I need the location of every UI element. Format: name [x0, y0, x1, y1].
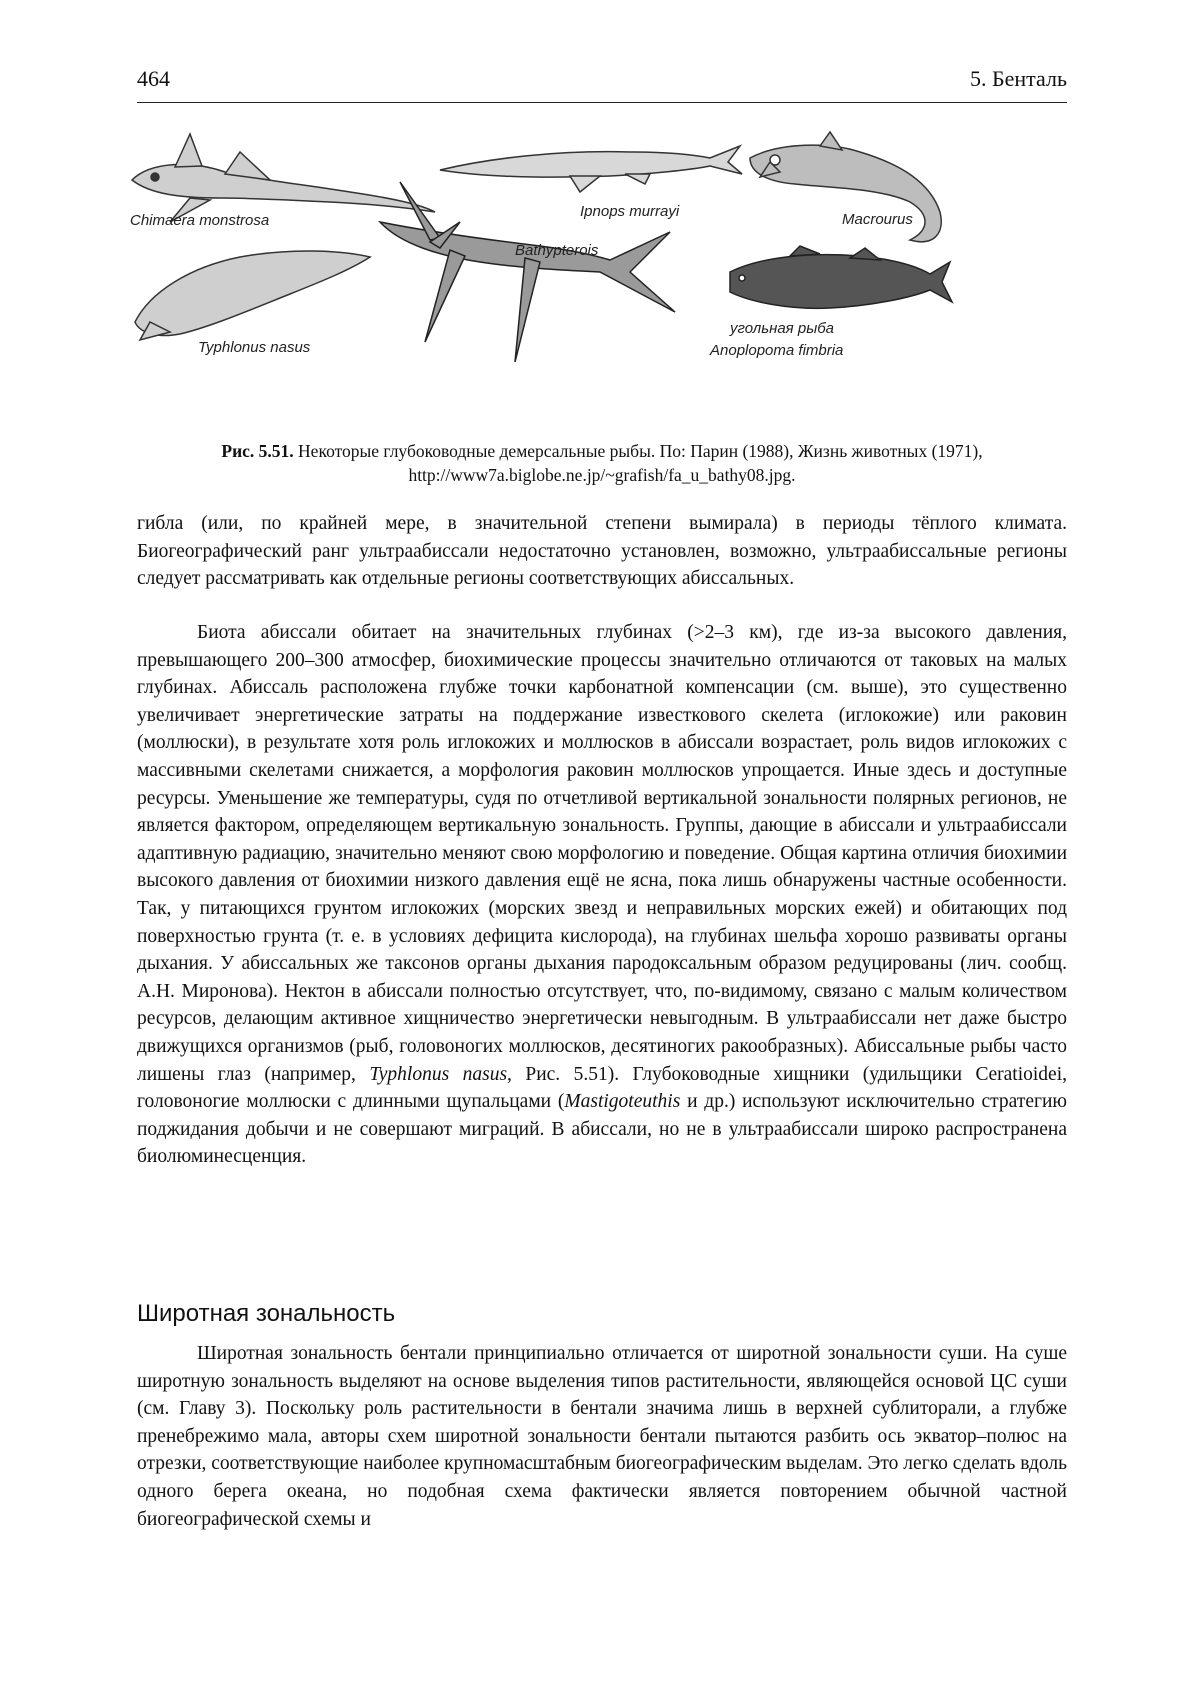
- paragraph-1: [137, 510, 1067, 593]
- paragraph-3: [137, 1340, 1067, 1533]
- section-heading: Широтная зональность: [137, 1300, 396, 1327]
- running-head: 5. Бенталь: [969, 66, 1067, 91]
- species-typhlonus: Typhlonus nasus: [369, 1063, 508, 1085]
- label-coalfish-ru: угольная рыба: [730, 320, 835, 337]
- ipnops-illustration: [440, 146, 742, 192]
- label-typhlonus: Typhlonus nasus: [198, 339, 311, 356]
- figure-deep-sea-fishes: [130, 122, 1075, 432]
- label-ipnops: Ipnops murrayi: [580, 203, 680, 220]
- label-macrourus: Macrourus: [842, 211, 913, 228]
- paragraph-2-part-b: , Рис. 5.51). Глубоководные хищники (удильщики Ceratioidei, головоногие моллюски с длинными щупальцами (: [137, 1063, 1068, 1113]
- paragraph-1-text: гибла (или, по крайней мере, в значительной степени вымирала) в периоды тёплого климата. Биогеографический ранг ультраабиссали недостаточно установлен, возможно, ультраабиссальные регионы следует рассматривать как отдельные регионы соответствующих абиссальных.: [137, 513, 1067, 590]
- figure-number: Рис. 5.51.: [221, 441, 294, 461]
- paragraph-2: [137, 619, 1067, 1171]
- typhlonus-illustration: [135, 251, 370, 340]
- label-bathypterois: Bathypterois: [515, 242, 599, 259]
- label-chimaera: Chimaera monstrosa: [130, 212, 270, 229]
- chimaera-illustration: [132, 134, 435, 222]
- paragraph-2-part-c: и др.) используют исключительно стратегию поджидания добычи и не совершают миграций. В абиссали, но не в ультраабиссали широко распространена биолюминесценция.: [137, 1091, 1067, 1168]
- label-anoplopoma: Anoplopoma fimbria: [710, 342, 844, 359]
- paragraph-2-text: [137, 619, 1067, 1171]
- anoplopoma-illustration: [730, 246, 952, 308]
- figure-caption: [137, 439, 1067, 487]
- page-number: 464: [137, 66, 170, 91]
- paragraph-2-part-a: Биота абиссали обитает на значительных глубинах (>2–3 км), где из-за высокого давления, превышающего 200–300 атмосфер, биохимические процессы значительно отличаются от таковых на малых глубинах. Абиссаль расположена глубже точки карбонатной компенсации (см. выше), это существенно увеличивает энергетические затраты на поддержание известкового скелета (иглокожие) или раковин (моллюски), в результате хотя роль иглокожих и моллюсков в абиссали возрастает, роль видов иглокожих с массивными скелетами снижается, а морфология раковин моллюсков упрощается. Иные здесь и доступные ресурсы. Уменьшение же температуры, судя по отчетливой вертикальной зональности полярных регионов, не является фактором, определяющем вертикальную зональность. Группы, дающие в абиссали и ультраабиссали адаптивную радиацию, значительно меняют свою морфологию и поведение. Общая картина отличия биохимии высокого давления от биохимии низкого давления ещё не ясна, пока лишь обнаружены частные особенности. Так, у питающихся грунтом иглокожих (морских звезд и неправильных морских ежей) и обитающих под поверхностью грунта (т. е. в условиях дефицита кислорода), на глубинах шельфа хорошо развиваты органы дыхания. У абиссальных же таксонов органы дыхания пародоксальным образом редуцированы (лич. сообщ. А.Н. Миронова). Нектон в абиссали полностью отсутствует, что, по-видимому, связано с малым количеством ресурсов, делающим активное хищничество энергетически невыгодным. В ультраабиссали нет даже быстро движущихся организмов (рыб, головоногих моллюсков, десятиногих ракообразных). Абиссальные рыбы часто лишены глаз (например,: [137, 622, 1067, 1085]
- page-header: [137, 66, 1067, 103]
- paragraph-3-text: Широтная зональность бентали принципиально отличается от широтной зональности суши. На суше широтную зональность выделяют на основе выделения типов растительности, являющейся основой ЦС суши (см. Главу 3). Поскольку роль растительности в бентали значима лишь в верхней сублиторали, а глубже пренебрежимо мала, авторы схем широтной зональности бентали пытаются разбить ось экватор–полюс на отрезки, соответствующие наиболее крупномасштабным биогеографическим выделам. Это легко сделать вдоль одного берега океана, но подобная схема фактически является повторением обычной частной биогеографической схемы и: [137, 1343, 1067, 1530]
- caption-text: Некоторые глубоководные демерсальные рыбы. По: Парин (1988), Жизнь животных (1971), http://www7a.biglobe.ne.jp/~grafish/fa_u_bathy08.jpg.: [293, 441, 983, 485]
- genus-mastigoteuthis: Mastigoteuthis: [564, 1091, 681, 1113]
